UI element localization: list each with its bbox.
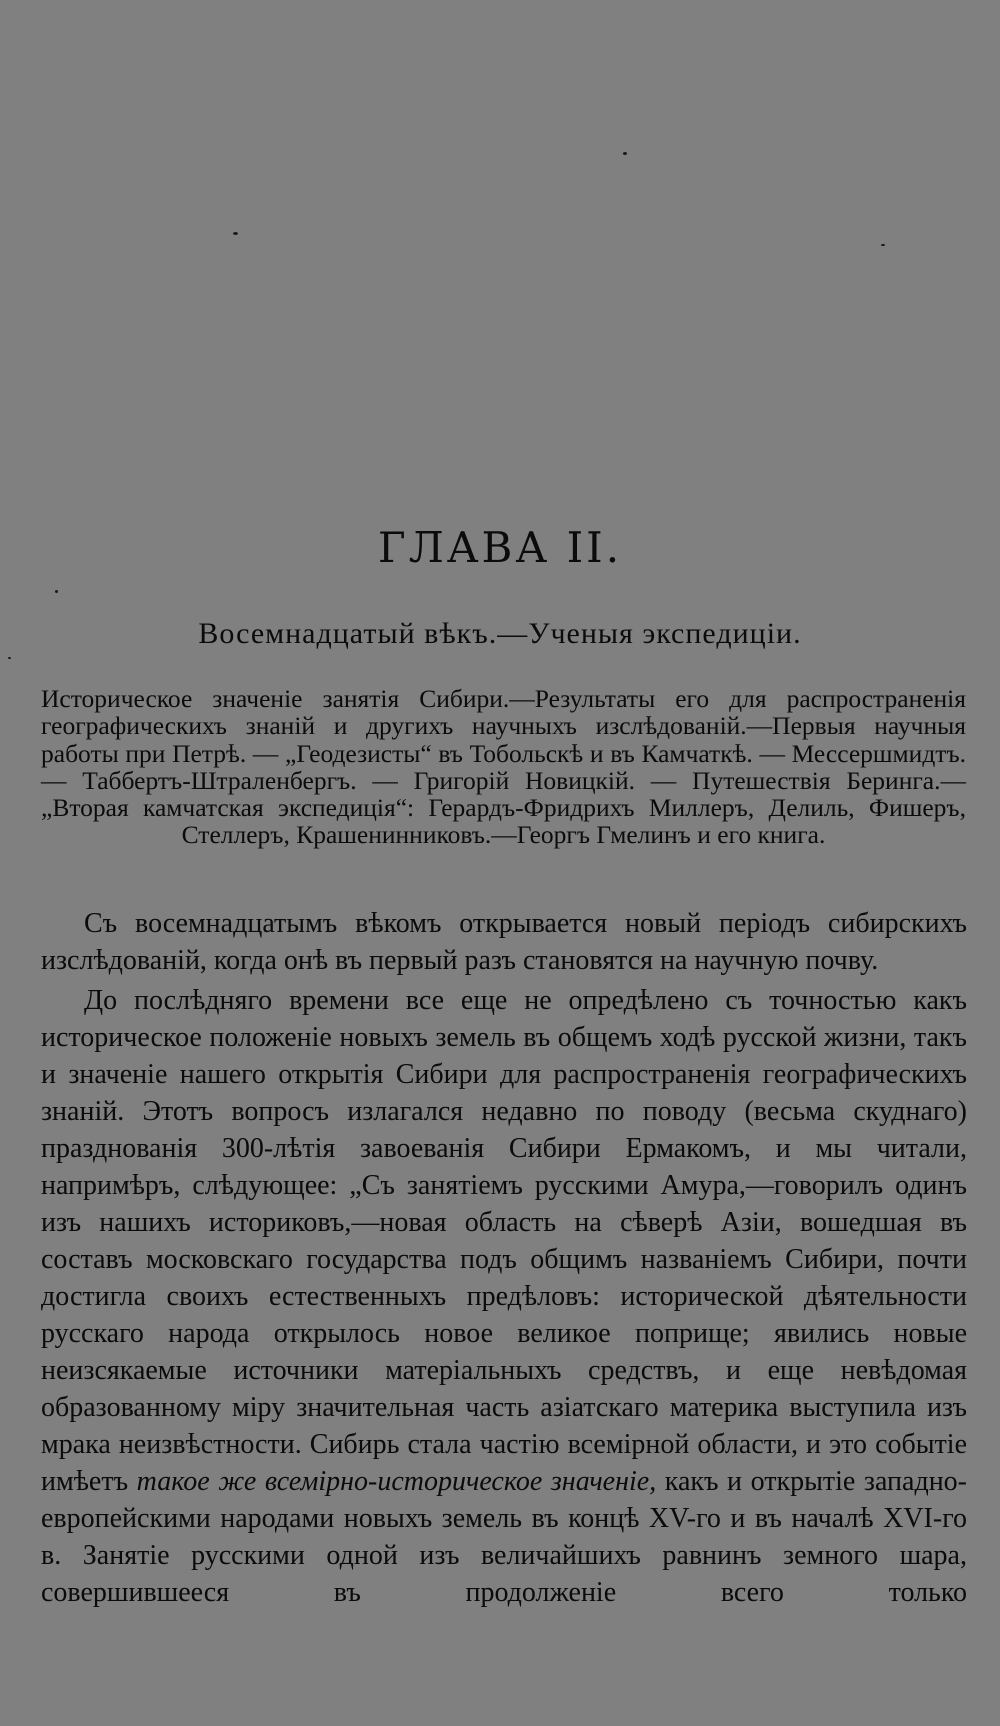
chapter-heading: ГЛАВА II. [377, 523, 623, 572]
paragraph-text: какъ и открытіе западно-европейскими народами новыхъ земель въ концѣ XV-го и въ началѣ XVI-го в. Занятіе русскими одной изъ величайшихъ равнинъ земного шара, совершившееся въ продолженіе всего только [41, 1466, 968, 1608]
emphasized-text: такое же всемірно-историческое значеніе, [136, 1466, 657, 1497]
scan-speck [881, 244, 885, 246]
paragraph [41, 982, 967, 1611]
chapter-title: Восемнадцатый вѣкъ.—Ученыя экспедиціи. [198, 617, 802, 650]
paragraph: Съ восемнадцатымъ вѣкомъ открывается новый періодъ сибирскихъ изслѣдованій, когда онѣ въ первый разъ становятся на научную почву. [41, 908, 967, 976]
chapter-summary: Историческое значеніе занятія Сибири.—Результаты его для распространенія географическихъ знаній и другихъ научныхъ изслѣдованій.—Первыя научныя работы при Петрѣ. — „Геодезисты“ въ Тобольскѣ и въ Камчаткѣ. — Мессершмидтъ. — Таббертъ-Штраленбергъ. — Григорій Новицкій. — Путешествія Беринга.—„Вторая камчатская экспедиція“: Герардъ-Фридрихъ Миллеръ, Делиль, Фишеръ, Стеллеръ, Крашенинниковъ.—Георгъ Гмелинъ и его книга. [41, 684, 966, 850]
scan-speck [233, 232, 238, 235]
paragraph-text: До послѣдняго времени все еще не опредѣлено съ точностью какъ историческое положеніе новыхъ земель въ общемъ ходѣ русской жизни, такъ и значеніе нашего открытія Сибири для распространенія географическихъ знаній. Этотъ вопросъ излагался недавно по поводу (весьма скуднаго) празднованія 300-лѣтія завоеванія Сибири Ермакомъ, и мы читали, напримѣръ, слѣдующее: „Съ занятіемъ русскими Амура,—говорилъ одинъ изъ нашихъ историковъ,—новая область на сѣверѣ Азіи, вошедшая въ составъ московскаго государства подъ общимъ названіемъ Сибири, почти достигла своихъ естественныхъ предѣловъ: исторической дѣятельности русскаго народа открылось новое великое поприще; явились новые неизсякаемые источники матеріальныхъ средствъ, и еще невѣдомая образованному міру значительная часть азіатскаго материка выступила изъ мрака неизвѣстности. Сибирь стала частію всемірной области, и это событіе имѣетъ [41, 985, 967, 1497]
scan-speck [623, 152, 627, 155]
body-text [41, 905, 967, 1611]
scan-speck [55, 590, 58, 593]
scan-speck [8, 657, 11, 659]
